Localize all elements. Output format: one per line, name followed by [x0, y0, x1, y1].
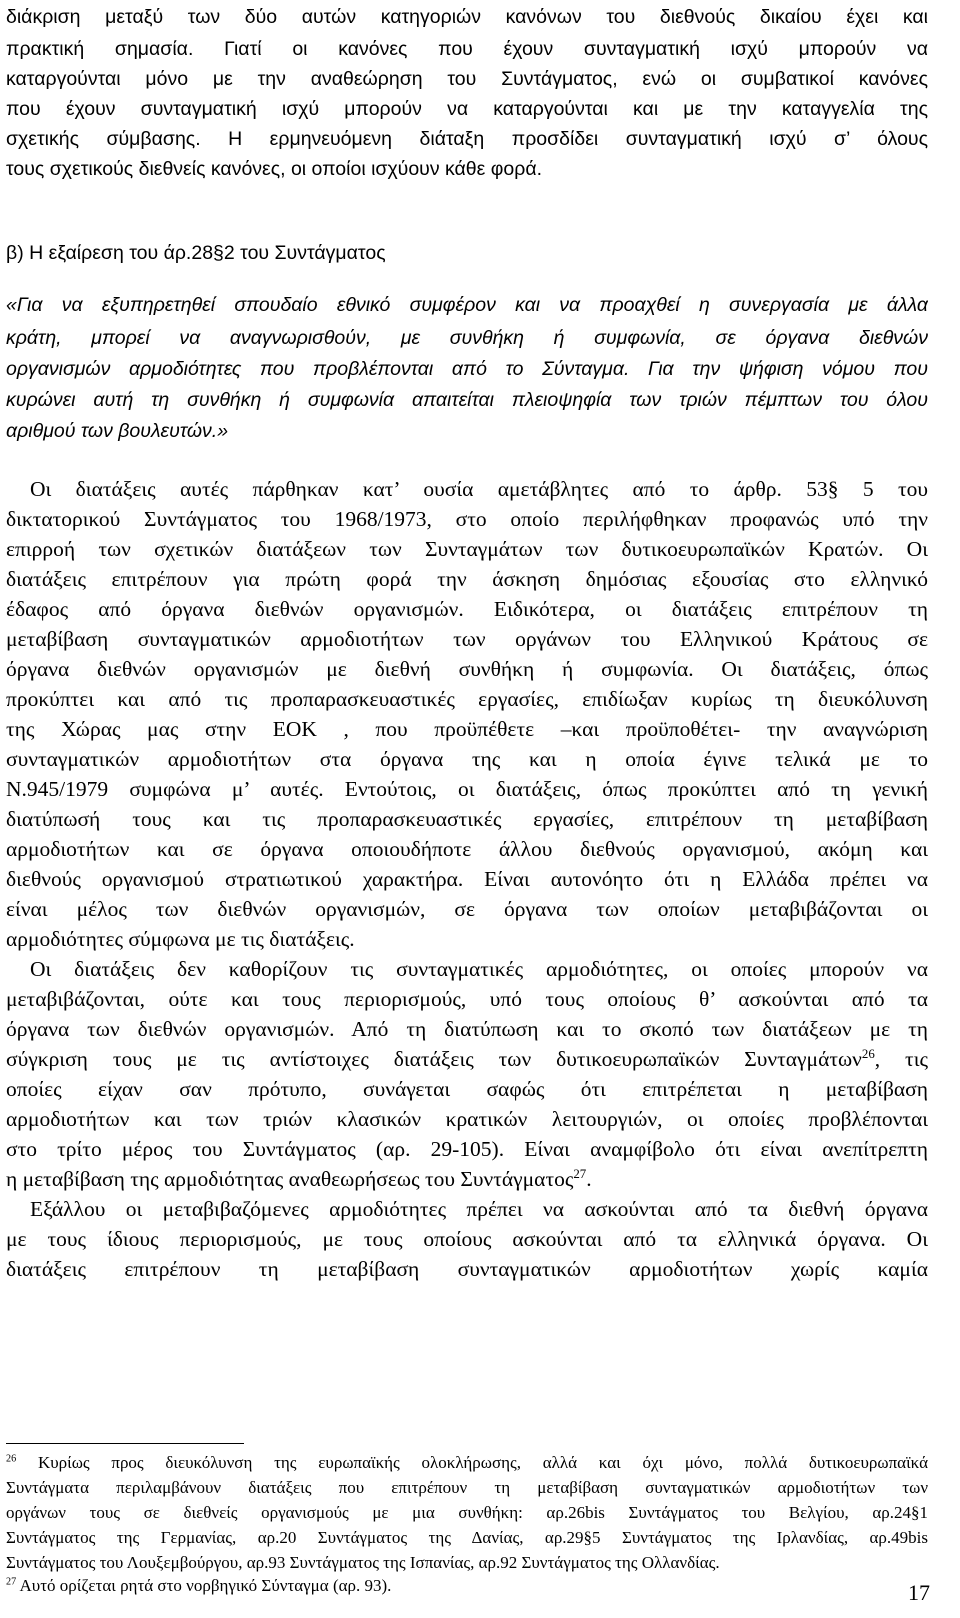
footnote-ref-27[interactable]: 27 — [573, 1167, 587, 1181]
footnote-text: Κυρίως προς διευκόλυνση της ευρωπαϊκής ολοκλήρωσης, αλλά και όχι μόνο, πολλά δυτικοευρωπαϊκά — [37, 1453, 928, 1472]
footnote-line — [6, 1576, 706, 1596]
text-line: μεταβιβάζονται, ούτε και τους περιορισμούς, υπό τους οποίους θ’ ασκούνται από τα — [6, 987, 928, 1011]
text-line: της Χώρας μας στην ΕΟΚ , που προϋπέθετε –και προϋποθέτει- την αναγνώριση — [6, 717, 928, 741]
text-span: , τις — [874, 1047, 928, 1071]
text-line: με τους ίδιους περιορισμούς, με τους οποίους ασκούνται από τα ελληνικά όργανα. Οι — [6, 1227, 928, 1251]
text-span: η μεταβίβαση της αρμοδιότητας αναθεωρήσεως του Συντάγματος — [6, 1167, 574, 1191]
text-line: όργανα διεθνών οργανισμών με διεθνή συνθήκη ή συμφωνία. Οι διατάξεις, όπως — [6, 657, 928, 681]
quote-line: αριθμού των βουλευτών.» — [6, 420, 229, 442]
footnote-separator — [6, 1443, 244, 1444]
text-line: διατάξεις επιτρέπουν για πρώτη φορά την άσκηση δημόσιας εξουσίας στο ελληνικό — [6, 567, 928, 591]
text-line: συνταγματικών αρμοδιοτήτων στα όργανα της και η οποία έγινε τελικά με το — [6, 747, 928, 771]
text-line: διατύπωσή τους και τις προπαρασκευαστικές εργασίες, επιτρέπουν τη μεταβίβαση — [6, 807, 928, 831]
text-line: που έχουν συνταγματική ισχύ μπορούν να καταργούνται και με την καταγγελία της — [6, 98, 928, 120]
quote-line: κράτη, μπορεί να αναγνωρισθούν, με συνθήκη ή συμφωνία, σε όργανα διεθνών — [6, 327, 928, 349]
page-number: 17 — [908, 1580, 930, 1605]
text-line: διατάξεις επιτρέπουν τη μεταβίβαση συνταγματικών αρμοδιοτήτων χωρίς καμία — [6, 1257, 928, 1281]
text-line: αρμοδιοτήτων και των τριών κλασικών κρατικών λειτουργιών, οι οποίες προβλέπονται — [6, 1107, 928, 1131]
footnote-line: οργάνων τους σε διεθνείς οργανισμούς με μια συνθήκη: αρ.26bis Συντάγματος του Βελγίου, αρ.24§1 — [6, 1503, 928, 1522]
text-line: Ν.945/1979 συμφώνα μ’ αυτές. Εντούτοις, οι διατάξεις, όπως προκύπτει από τη γενική — [6, 777, 928, 801]
text-line: πρακτική σημασία. Γιατί οι κανόνες που έχουν συνταγματική ισχύ μπορούν να — [6, 38, 928, 60]
text-line: στο τρίτο μέρος του Συντάγματος (αρ. 29-105). Είναι αναμφίβολο ότι είναι ανεπίτρεπτη — [6, 1137, 928, 1161]
footnote-line — [6, 1453, 928, 1473]
footnote-text: Αυτό ορίζεται ρητά στο νορβηγικό Σύνταγμα (αρ. 93). — [19, 1576, 392, 1595]
text-span: σύγκριση τους με τις αντίστοιχες διατάξεις των δυτικοευρωπαϊκών Συνταγμάτων — [6, 1047, 862, 1071]
text-line: όργανα των διεθνών οργανισμών. Από τη διατύπωση και το σκοπό των διατάξεων με τη — [6, 1017, 928, 1041]
section-heading: β) Η εξαίρεση του άρ.28§2 του Συντάγματος — [6, 242, 386, 264]
text-line: είναι μέλος των διεθνών οργανισμών, σε όργανα των οποίων μεταβιβάζονται οι — [6, 897, 928, 921]
text-line: αρμοδιοτήτων και σε όργανα οποιουδήποτε άλλου διεθνούς οργανισμού, ακόμη και — [6, 837, 928, 861]
text-line: αρμοδιότητες σύμφωνα με τις διατάξεις. — [6, 927, 355, 951]
text-line: έδαφος από όργανα διεθνών οργανισμών. Ειδικότερα, οι διατάξεις επιτρέπουν τη — [6, 597, 928, 621]
quote-line: «Για να εξυπηρετηθεί σπουδαίο εθνικό συμφέρον και να προαχθεί η συνεργασία με άλλα — [6, 294, 928, 316]
quote-line: κυρώνει αυτή τη συνθήκη ή συμφωνία απαιτείται πλειοψηφία των τριών πέμπτων του όλου — [6, 389, 928, 411]
text-line — [6, 1167, 928, 1192]
footnote-number: 26 — [6, 1453, 17, 1465]
text-line: σχετικής σύμβασης. Η ερμηνευόμενη διάταξη προσδίδει συνταγματική ισχύ σ’ όλους — [6, 128, 928, 150]
text-line: διεθνούς οργανισμού στρατιωτικού χαρακτήρα. Είναι αυτονόητο ότι η Ελλάδα πρέπει να — [6, 867, 928, 891]
text-line: διάκριση μεταξύ των δύο αυτών κατηγοριών κανόνων του διεθνούς δικαίου έχει και — [6, 6, 928, 28]
text-line — [6, 1047, 928, 1072]
quote-line: οργανισμών αρμοδιότητες που προβλέπονται από το Σύνταγμα. Για την ψήφιση νόμου που — [6, 358, 928, 380]
text-line: επιρροή των σχετικών διατάξεων των Συνταγμάτων των δυτικοευρωπαϊκών Κρατών. Οι — [6, 537, 928, 561]
text-line: Οι διατάξεις αυτές πάρθηκαν κατ’ ουσία αμετάβλητες από το άρθρ. 53§ 5 του — [30, 477, 928, 501]
text-line: δικτατορικού Συντάγματος του 1968/1973, στο οποίο περιλήφθηκαν προφανώς υπό την — [6, 507, 928, 531]
text-line: μεταβίβαση συνταγματικών αρμοδιοτήτων των οργάνων του Ελληνικού Κράτους σε — [6, 627, 928, 651]
text-line: οποίες είχαν σαν πρότυπο, συνάγεται σαφώς ότι επιτρέπεται η μεταβίβαση — [6, 1077, 928, 1101]
footnote-line: Συντάγματα περιλαμβάνουν διατάξεις που επιτρέπουν τη μεταβίβαση συνταγματικών αρμοδιοτήτων των — [6, 1478, 928, 1497]
footnote-line: Συντάγματος του Λουξεμβούργου, αρ.93 Συντάγματος της Ισπανίας, αρ.92 Συντάγματος της Ολλανδίας. — [6, 1553, 720, 1572]
text-line: Εξάλλου οι μεταβιβαζόμενες αρμοδιότητες πρέπει να ασκούνται από τα διεθνή όργανα — [30, 1197, 928, 1221]
text-line: καταργούνται μόνο με την αναθεώρηση του Συντάγματος, ενώ οι συμβατικοί κανόνες — [6, 68, 928, 90]
text-line: τους σχετικούς διεθνείς κανόνες, οι οποίοι ισχύουν κάθε φορά. — [6, 158, 543, 180]
footnote-ref-26[interactable]: 26 — [861, 1047, 875, 1061]
text-span: . — [586, 1167, 592, 1191]
footnote-number: 27 — [6, 1576, 17, 1588]
text-line: προκύπτει και από τις προπαρασκευαστικές εργασίες, επιδίωξαν κυρίως τη διευκόλυνση — [6, 687, 928, 711]
footnote-line: Συντάγματος της Γερμανίας, αρ.20 Συντάγματος της Δανίας, αρ.29§5 Συντάγματος της Ιρλανδίας, αρ.49bis — [6, 1528, 928, 1547]
text-line: Οι διατάξεις δεν καθορίζουν τις συνταγματικές αρμοδιότητες, οι οποίες μπορούν να — [30, 957, 928, 981]
